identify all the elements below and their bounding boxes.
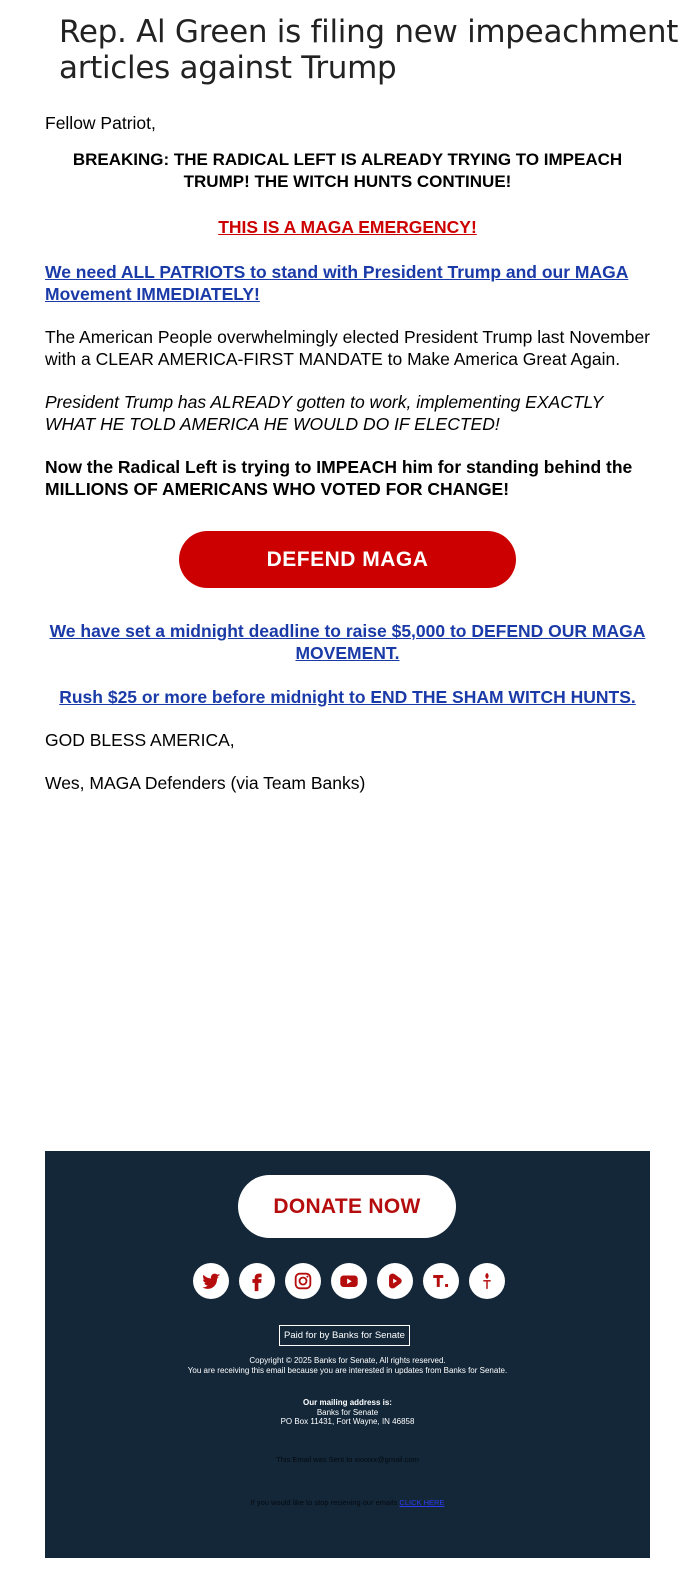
paid-for-disclaimer: Paid for by Banks for Senate <box>279 1325 410 1346</box>
emergency-link[interactable]: THIS IS A MAGA EMERGENCY! <box>218 217 477 237</box>
truth-social-icon[interactable] <box>423 1263 459 1299</box>
email-body <box>45 112 650 794</box>
mailing-heading: Our mailing address is: <box>303 1398 392 1407</box>
copyright-text: Copyright © 2025 Banks for Senate, All rights reserved. <box>249 1356 446 1365</box>
deadline-link[interactable]: We have set a midnight deadline to raise $5,000 to DEFEND OUR MAGA MOVEMENT. <box>49 621 646 663</box>
mandate-paragraph: The American People overwhelmingly elected President Trump last November with a CLEAR AMERICA-FIRST MANDATE to Make America Great Again. <box>45 327 651 369</box>
email-footer <box>45 1151 650 1558</box>
unsubscribe-line <box>45 1498 650 1507</box>
impeach-paragraph: Now the Radical Left is trying to IMPEACH him for standing behind the MILLIONS OF AMERICANS WHO VOTED FOR CHANGE! <box>45 457 633 499</box>
working-paragraph: President Trump has ALREADY gotten to work, implementing EXACTLY WHAT HE TOLD AMERICA HE WOULD DO IF ELECTED! <box>45 392 604 434</box>
receiving-text: You are receiving this email because you are interested in updates from Banks for Senate. <box>187 1365 508 1375</box>
rumble-icon[interactable] <box>377 1263 413 1299</box>
unsubscribe-link[interactable]: CLICK HERE <box>399 1498 445 1507</box>
closing-blessing: GOD BLESS AMERICA, <box>45 730 235 750</box>
mailing-org: Banks for Senate <box>316 1407 379 1417</box>
breaking-headline: BREAKING: THE RADICAL LEFT IS ALREADY TRYING TO IMPEACH TRUMP! THE WITCH HUNTS CONTINUE! <box>72 150 623 191</box>
unsubscribe-text: If you would like to stop recieving our emails <box>250 1498 398 1507</box>
signature: Wes, MAGA Defenders (via Team Banks) <box>45 773 366 793</box>
facebook-icon[interactable] <box>239 1263 275 1299</box>
greeting: Fellow Patriot, <box>45 113 156 133</box>
mailing-address-block <box>45 1398 650 1427</box>
social-links <box>193 1263 505 1301</box>
patriots-link[interactable]: We need ALL PATRIOTS to stand with President Trump and our MAGA Movement IMMEDIATELY! <box>45 262 629 304</box>
donate-now-button[interactable]: DONATE NOW <box>238 1175 456 1238</box>
sent-to-text: This Email was Sent to xxxxxx@gmail.com <box>276 1455 419 1464</box>
twitter-icon[interactable] <box>193 1263 229 1299</box>
copyright-block <box>45 1356 650 1375</box>
youtube-icon[interactable] <box>331 1263 367 1299</box>
instagram-icon[interactable] <box>285 1263 321 1299</box>
mailing-address: PO Box 11431, Fort Wayne, IN 46858 <box>280 1417 415 1426</box>
gettr-icon[interactable] <box>469 1263 505 1299</box>
defend-maga-button[interactable]: DEFEND MAGA <box>179 531 516 588</box>
email-title: Rep. Al Green is filing new impeachment articles against Trump <box>59 14 679 86</box>
rush-link[interactable]: Rush $25 or more before midnight to END THE SHAM WITCH HUNTS. <box>59 687 636 707</box>
